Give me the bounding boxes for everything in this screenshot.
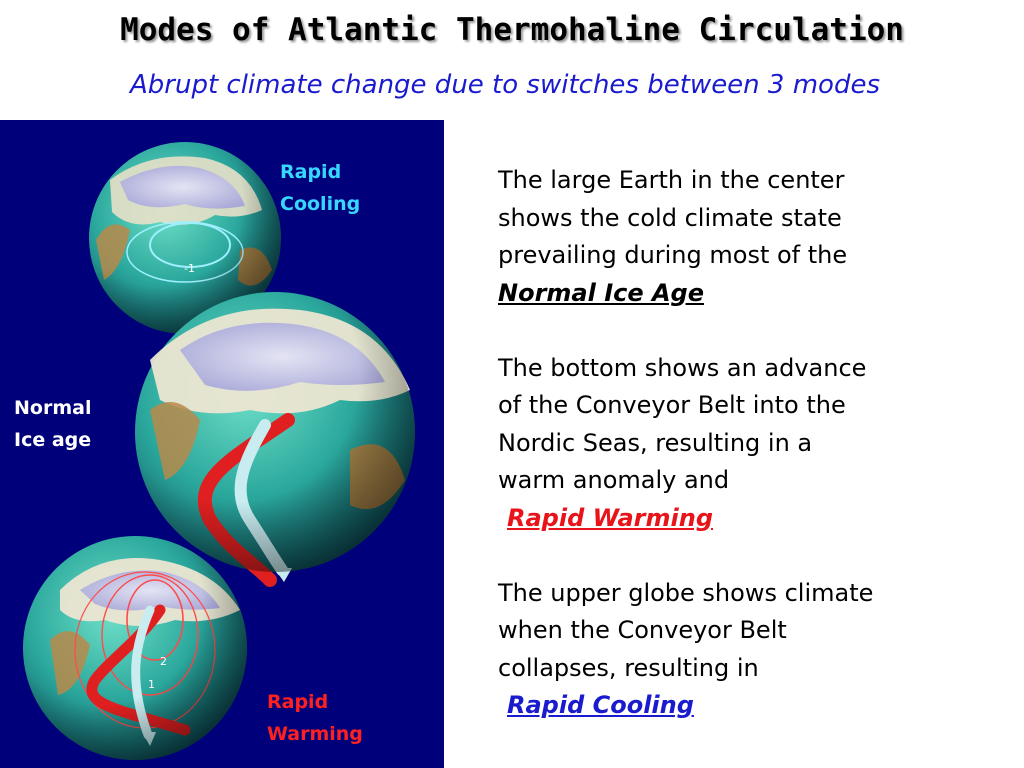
rapid-warming-label-line2: Warming (267, 723, 363, 745)
normal-label-line2: Ice age (14, 429, 92, 451)
rapid-warming-emphasis: Rapid Warming (507, 503, 713, 532)
normal-label-line1: Normal (14, 397, 92, 419)
rapid-warming-label (267, 686, 363, 750)
slide-subtitle: Abrupt climate change due to switches between 3 modes (129, 70, 881, 100)
text-line: The upper globe shows climate (498, 578, 874, 607)
text-line: collapses, resulting in (498, 653, 759, 682)
normal-ice-age-emphasis: Normal Ice Age (498, 278, 705, 307)
text-line: Nordic Seas, resulting in a (498, 428, 813, 457)
paragraph-cooling (498, 575, 968, 725)
text-line: when the Conveyor Belt (498, 616, 787, 644)
globes-figure (0, 120, 444, 768)
lower-globe (23, 536, 247, 760)
text-line: prevailing during most of the (498, 241, 848, 269)
paragraph-warming (498, 350, 968, 538)
rapid-cooling-label-line1: Rapid (280, 161, 342, 183)
paragraph-normal (498, 162, 968, 312)
text-line: warm anomaly and (498, 466, 730, 494)
rapid-cooling-emphasis: Rapid Cooling (507, 691, 694, 719)
rapid-warming-label-line1: Rapid (267, 691, 329, 713)
explanation-text (498, 162, 968, 725)
rapid-cooling-label-line2: Cooling (280, 193, 361, 215)
normal-ice-age-label (14, 392, 91, 456)
text-line: The large Earth in the center (498, 166, 845, 194)
slide-title: Modes of Atlantic Thermohaline Circulation (120, 12, 904, 48)
text-line: of the Conveyor Belt into the (498, 391, 846, 419)
rapid-cooling-label (280, 156, 360, 220)
center-globe (135, 292, 415, 582)
text-line: shows the cold climate state (498, 203, 842, 232)
text-line: The bottom shows an advance (498, 353, 867, 382)
